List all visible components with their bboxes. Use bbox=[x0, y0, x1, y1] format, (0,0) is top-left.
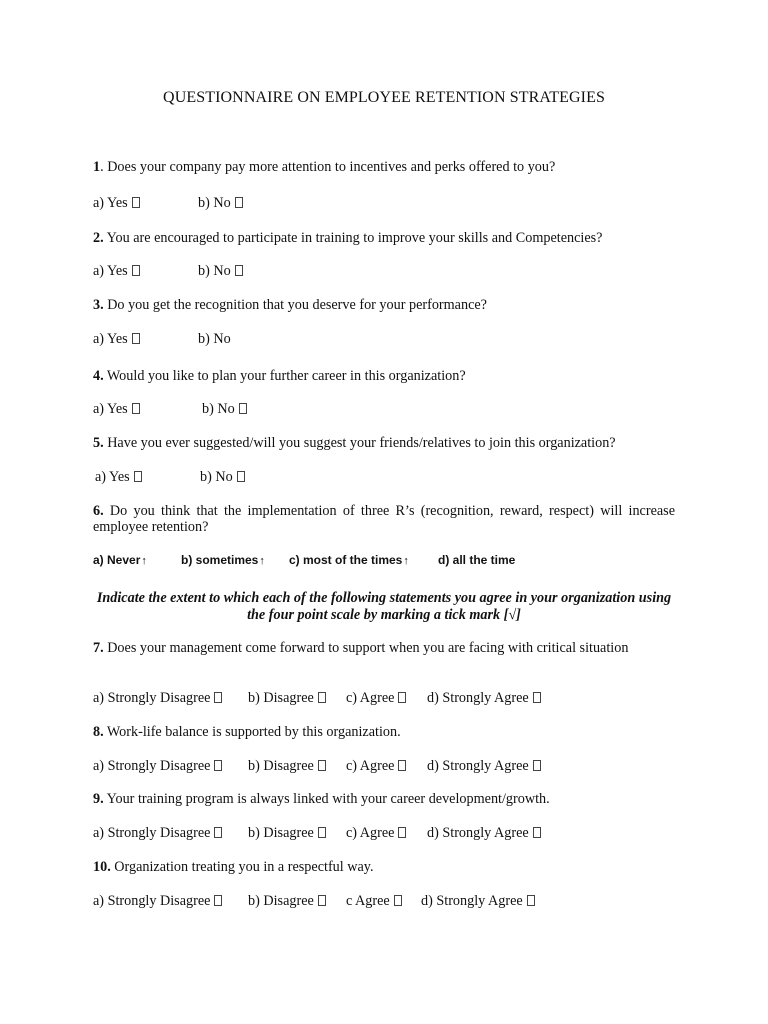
checkbox[interactable] bbox=[318, 692, 326, 703]
checkbox[interactable] bbox=[239, 403, 247, 414]
option-strongly-disagree[interactable] bbox=[93, 758, 222, 774]
option-yes[interactable] bbox=[93, 331, 140, 347]
checkbox[interactable] bbox=[132, 333, 140, 344]
option-label: c) most of the times bbox=[289, 553, 403, 567]
question-text: Do you think that the implementation of three R’s (recognition, reward, respect) will increase employee retention? bbox=[93, 503, 675, 535]
option-label: b) Disagree bbox=[248, 758, 314, 774]
option-no[interactable] bbox=[198, 263, 243, 279]
question-number: 8. bbox=[93, 724, 104, 740]
checkbox[interactable] bbox=[318, 895, 326, 906]
option-label: a) Strongly Disagree bbox=[93, 690, 211, 706]
question-number: 5. bbox=[93, 435, 104, 451]
option-label: a) Strongly Disagree bbox=[93, 758, 211, 774]
question-number: 9. bbox=[93, 791, 104, 807]
option-label: c) Agree bbox=[346, 758, 395, 774]
option-strongly-agree[interactable] bbox=[421, 893, 535, 909]
option-label: a) Strongly Disagree bbox=[93, 825, 211, 841]
option-label: c) Agree bbox=[346, 825, 395, 841]
tick-mark-icon: ↑ bbox=[403, 555, 409, 567]
option-label: c) Agree bbox=[346, 690, 395, 706]
option-disagree[interactable] bbox=[248, 758, 326, 774]
option-strongly-disagree[interactable] bbox=[93, 893, 222, 909]
checkbox[interactable] bbox=[214, 760, 222, 771]
checkbox[interactable] bbox=[235, 265, 243, 276]
question-5 bbox=[93, 435, 675, 451]
question-text: Does your company pay more attention to incentives and perks offered to you? bbox=[103, 159, 556, 175]
question-1 bbox=[93, 159, 675, 175]
question-10 bbox=[93, 859, 675, 875]
option-all-the-time[interactable] bbox=[438, 553, 515, 567]
checkbox[interactable] bbox=[134, 471, 142, 482]
question-number: 1 bbox=[93, 159, 101, 175]
option-label: a) Strongly Disagree bbox=[93, 893, 211, 909]
question-number: 3. bbox=[93, 297, 104, 313]
checkbox[interactable] bbox=[132, 197, 140, 208]
question-text: Your training program is always linked with your career development/growth. bbox=[103, 791, 550, 807]
option-strongly-disagree[interactable] bbox=[93, 825, 222, 841]
option-label: b) Disagree bbox=[248, 893, 314, 909]
option-no[interactable] bbox=[202, 401, 247, 417]
option-label: b) No bbox=[202, 401, 235, 417]
option-no[interactable] bbox=[198, 195, 243, 211]
option-agree[interactable] bbox=[346, 758, 406, 774]
question-text: Organization treating you in a respectful way. bbox=[110, 859, 374, 875]
option-strongly-disagree[interactable] bbox=[93, 690, 222, 706]
option-label: a) Yes bbox=[93, 263, 128, 279]
checkbox[interactable] bbox=[398, 827, 406, 838]
question-number: 2. bbox=[93, 230, 104, 246]
checkbox[interactable] bbox=[398, 760, 406, 771]
tick-mark-icon: ↑ bbox=[259, 555, 265, 567]
question-3 bbox=[93, 297, 675, 313]
option-label: b) No bbox=[200, 469, 233, 485]
option-disagree[interactable] bbox=[248, 893, 326, 909]
option-disagree[interactable] bbox=[248, 825, 326, 841]
question-text: You are encouraged to participate in training to improve your skills and Competencies? bbox=[103, 230, 603, 246]
option-yes[interactable] bbox=[95, 469, 142, 485]
option-label: b) No bbox=[198, 331, 231, 347]
option-label: b) Disagree bbox=[248, 690, 314, 706]
option-yes[interactable] bbox=[93, 195, 140, 211]
question-2 bbox=[93, 230, 675, 246]
tick-mark-icon: ↑ bbox=[141, 555, 147, 567]
option-no[interactable] bbox=[200, 469, 245, 485]
option-agree[interactable] bbox=[346, 825, 406, 841]
question-text: Have you ever suggested/will you suggest your friends/relatives to join this organization? bbox=[103, 435, 616, 451]
option-label: b) No bbox=[198, 195, 231, 211]
option-never[interactable] bbox=[93, 553, 147, 567]
option-label: b) No bbox=[198, 263, 231, 279]
question-9 bbox=[93, 791, 675, 807]
option-no[interactable] bbox=[198, 331, 231, 347]
option-label: a) Yes bbox=[93, 331, 128, 347]
option-label: b) sometimes bbox=[181, 553, 259, 567]
option-agree[interactable] bbox=[346, 690, 406, 706]
option-agree[interactable] bbox=[346, 893, 402, 909]
checkbox[interactable] bbox=[235, 197, 243, 208]
option-label: d) Strongly Agree bbox=[427, 690, 529, 706]
option-yes[interactable] bbox=[93, 401, 140, 417]
question-text: Does your management come forward to support when you are facing with critical situation bbox=[103, 640, 629, 656]
question-4 bbox=[93, 368, 675, 384]
option-sometimes[interactable] bbox=[181, 553, 265, 567]
option-label: a) Yes bbox=[93, 401, 128, 417]
question-number: 7. bbox=[93, 640, 104, 656]
question-number: 6. bbox=[93, 503, 104, 519]
option-label: b) Disagree bbox=[248, 825, 314, 841]
question-8 bbox=[93, 724, 675, 740]
option-label: a) Yes bbox=[93, 195, 128, 211]
option-strongly-agree[interactable] bbox=[427, 825, 541, 841]
page-title: QUESTIONNAIRE ON EMPLOYEE RETENTION STRATEGIES bbox=[163, 89, 605, 106]
option-label: d) Strongly Agree bbox=[427, 825, 529, 841]
option-label: d) Strongly Agree bbox=[421, 893, 523, 909]
checkbox[interactable] bbox=[132, 265, 140, 276]
question-number: 4. bbox=[93, 368, 104, 384]
question-number: 10. bbox=[93, 859, 111, 875]
question-6 bbox=[93, 503, 675, 535]
option-most-of-the-times[interactable] bbox=[289, 553, 409, 567]
option-strongly-agree[interactable] bbox=[427, 758, 541, 774]
question-text: Do you get the recognition that you deserve for your performance? bbox=[103, 297, 487, 313]
question-number-suffix: . bbox=[100, 159, 104, 175]
checkbox[interactable] bbox=[214, 692, 222, 703]
checkbox[interactable] bbox=[533, 692, 541, 703]
checkbox[interactable] bbox=[237, 471, 245, 482]
option-disagree[interactable] bbox=[248, 690, 326, 706]
option-label: c Agree bbox=[346, 893, 390, 909]
option-label: a) Never bbox=[93, 553, 141, 567]
option-label: d) Strongly Agree bbox=[427, 758, 529, 774]
checkbox[interactable] bbox=[527, 895, 535, 906]
checkbox[interactable] bbox=[214, 827, 222, 838]
scale-instruction: Indicate the extent to which each of the following statements you agree in your organization using the four point scale by marking a tick mark [√] bbox=[96, 590, 672, 623]
checkbox[interactable] bbox=[214, 895, 222, 906]
checkbox[interactable] bbox=[533, 827, 541, 838]
option-label: d) all the time bbox=[438, 553, 516, 567]
question-text: Work-life balance is supported by this organization. bbox=[103, 724, 401, 740]
checkbox[interactable] bbox=[398, 692, 406, 703]
checkbox[interactable] bbox=[132, 403, 140, 414]
question-text: Would you like to plan your further career in this organization? bbox=[103, 368, 466, 384]
checkbox[interactable] bbox=[533, 760, 541, 771]
question-7 bbox=[93, 640, 675, 656]
option-label: a) Yes bbox=[95, 469, 130, 485]
option-yes[interactable] bbox=[93, 263, 140, 279]
checkbox[interactable] bbox=[318, 827, 326, 838]
checkbox[interactable] bbox=[394, 895, 402, 906]
option-strongly-agree[interactable] bbox=[427, 690, 541, 706]
checkbox[interactable] bbox=[318, 760, 326, 771]
